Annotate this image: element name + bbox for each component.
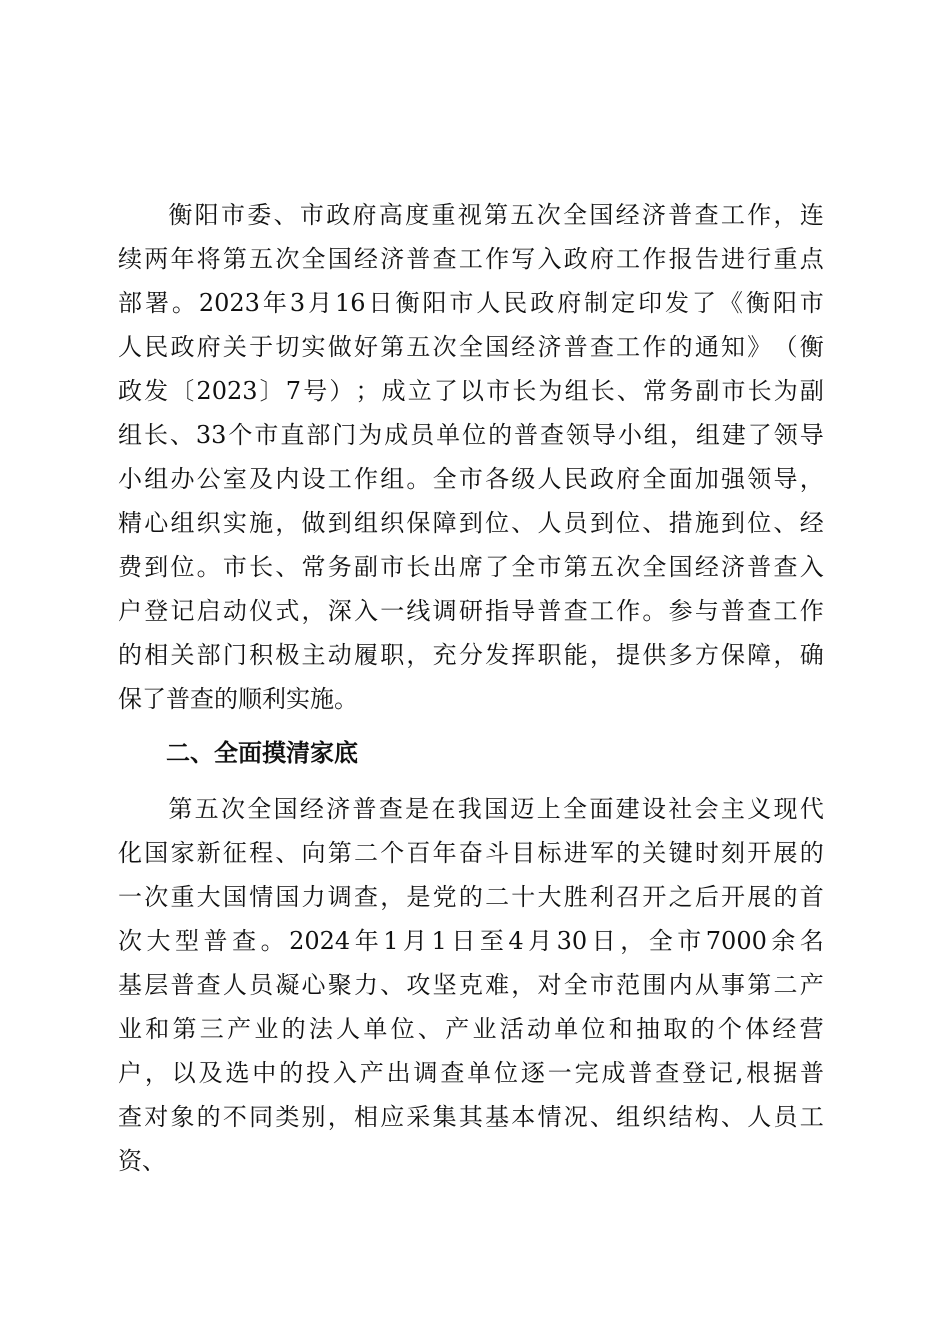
paragraph2-line-2: 化 国 家 新 征 程 、 向 第 二 个 百 年 奋 斗 目 标 进 军 的 关 键 时 刻 开 展 的: [118, 839, 824, 867]
paragraph2-line-3: 一 次 重 大 国 情 国 力 调 查 ， 是 党 的 二 十 大 胜 利 召 开 之 后 开 展 的 首: [118, 883, 824, 911]
paragraph1-line-8: 精 心 组 织 实 施 ， 做 到 组 织 保 障 到 位 、 人 员 到 位 、 措 施 到 位 、 经: [118, 509, 824, 537]
paragraph1-line-2: 续 两 年 将 第 五 次 全 国 经 济 普 查 工 作 写 入 政 府 工 作 报 告 进 行 重 点: [118, 245, 824, 273]
paragraph1-line-7: 小 组 办 公 室 及 内 设 工 作 组 。 全 市 各 级 人 民 政 府 全 面 加 强 领 导 ，: [118, 465, 824, 493]
paragraph2-line-9: 资、: [118, 1147, 166, 1175]
paragraph1-line-5: 政 发 〔 2023 〕 7 号 ） ； 成 立 了 以 市 长 为 组 长 、 常 务 副 市 长 为 副: [118, 377, 824, 405]
paragraph1-line-10: 户 登 记 启 动 仪 式 ， 深 入 一 线 调 研 指 导 普 查 工 作 。 参 与 普 查 工 作: [118, 597, 824, 625]
paragraph1-line-4: 人 民 政 府 关 于 切 实 做 好 第 五 次 全 国 经 济 普 查 工 作 的 通 知 》 （ 衡: [118, 333, 824, 361]
paragraph1-line-6: 组 长 、 33 个 市 直 部 门 为 成 员 单 位 的 普 查 领 导 小 组 ， 组 建 了 领 导: [118, 421, 824, 449]
paragraph2-line-8: 查 对 象 的 不 同 类 别 ， 相 应 采 集 其 基 本 情 况 、 组 织 结 构 、 人 员 工: [118, 1103, 824, 1131]
paragraph2-line-5: 基 层 普 查 人 员 凝 心 聚 力 、 攻 坚 克 难 ， 对 全 市 范 围 内 从 事 第 二 产: [118, 971, 824, 999]
paragraph1-line-3: 部 署 。 2023 年 3 月 16 日 衡 阳 市 人 民 政 府 制 定 印 发 了 《 衡 阳 市: [118, 289, 824, 317]
paragraph2-line-6: 业 和 第 三 产 业 的 法 人 单 位 、 产 业 活 动 单 位 和 抽 取 的 个 体 经 营: [118, 1015, 824, 1043]
paragraph1-line-12: 保了普查的顺利实施。: [118, 685, 358, 713]
paragraph2-line-4: 次 大 型 普 查 。 2024 年 1 月 1 日 至 4 月 30 日 ， 全 市 7000 余 名: [118, 927, 824, 955]
section-heading: 二、全面摸清家底: [166, 739, 358, 767]
paragraph2-line-1: 第 五 次 全 国 经 济 普 查 是 在 我 国 迈 上 全 面 建 设 社 会 主 义 现 代: [168, 795, 824, 823]
paragraph1-line-1: 衡 阳 市 委 、 市 政 府 高 度 重 视 第 五 次 全 国 经 济 普 查 工 作 ， 连: [168, 201, 824, 229]
paragraph2-line-7: 户 ， 以 及 选 中 的 投 入 产 出 调 查 单 位 逐 一 完 成 普 查 登 记 , 根 据 普: [118, 1059, 824, 1087]
paragraph1-line-9: 费 到 位 。 市 长 、 常 务 副 市 长 出 席 了 全 市 第 五 次 全 国 经 济 普 查 入: [118, 553, 824, 581]
paragraph1-line-11: 的 相 关 部 门 积 极 主 动 履 职 ， 充 分 发 挥 职 能 ， 提 供 多 方 保 障 ， 确: [118, 641, 824, 669]
